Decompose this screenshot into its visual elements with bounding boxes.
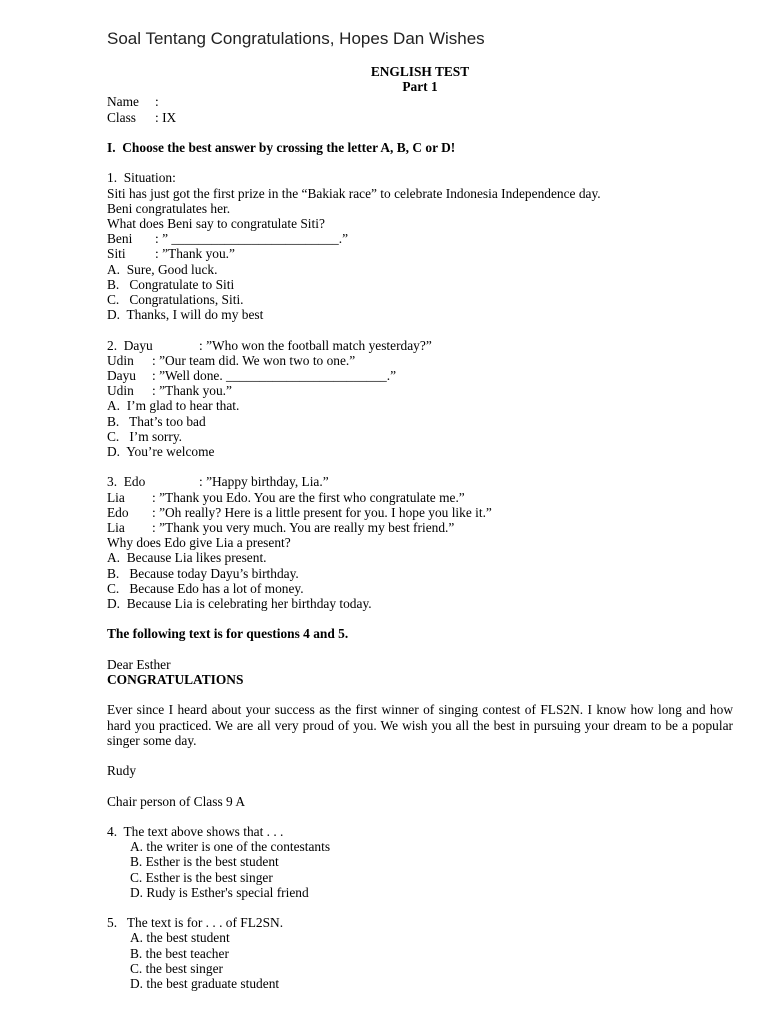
answer-option-d[interactable]: D. the best graduate student — [130, 976, 280, 992]
question-5 — [107, 915, 733, 991]
speaker: 2. Dayu — [107, 337, 153, 353]
q1-line: 1. Situation: — [107, 170, 176, 186]
speaker: Udin — [107, 352, 134, 368]
test-page — [107, 64, 733, 991]
name-label: Name — [107, 94, 139, 110]
letter-signature: Rudy — [107, 763, 137, 779]
letter-heading: CONGRATULATIONS — [107, 672, 244, 688]
test-part: Part 1 — [402, 79, 438, 95]
q4-question: 4. The text above shows that . . . — [107, 824, 284, 839]
utterance: : ”Who won the football match yesterday?” — [199, 337, 432, 353]
question-2 — [107, 338, 733, 460]
q3-question: Why does Edo give Lia a present? — [107, 535, 291, 551]
dialog-line — [107, 338, 733, 353]
question-1 — [107, 170, 733, 322]
letter-role: Chair person of Class 9 A — [107, 793, 245, 809]
dialog-line — [107, 353, 733, 368]
dialog-line — [107, 490, 733, 505]
answer-option-b[interactable]: B. Esther is the best student — [130, 854, 279, 870]
answer-option-d[interactable]: D. You’re welcome — [107, 444, 215, 460]
utterance: : ”Thank you.” — [155, 246, 235, 262]
test-title: ENGLISH TEST — [370, 64, 470, 79]
utterance: : ”Our team did. We won two to one.” — [152, 352, 356, 368]
answer-option-d[interactable]: D. Because Lia is celebrating her birthday today. — [107, 596, 372, 612]
class-value: : IX — [155, 109, 177, 125]
question-3 — [107, 474, 733, 611]
dialog-line — [107, 231, 733, 246]
answer-option-d[interactable]: D. Thanks, I will do my best — [107, 307, 264, 323]
dialog-line — [107, 474, 733, 489]
letter-greeting: Dear Esther — [107, 656, 171, 672]
answer-option-c[interactable]: C. the best singer — [130, 960, 223, 976]
speaker: Beni — [107, 231, 133, 247]
answer-option-c[interactable]: C. I’m sorry. — [107, 428, 183, 444]
dialog-line — [107, 368, 733, 383]
dialog-line — [107, 520, 733, 535]
name-row — [107, 94, 733, 109]
utterance: : ”Oh really? Here is a little present for you. I hope you like it.” — [152, 504, 492, 520]
dialog-line — [107, 383, 733, 398]
answer-option-a[interactable]: A. the best student — [130, 930, 230, 946]
utterance: : ”Thank you very much. You are really my best friend.” — [152, 520, 455, 536]
q1-line: Siti has just got the first prize in the “Bakiak race” to celebrate Indonesia Independence day. — [107, 185, 601, 201]
utterance: : ”Thank you Edo. You are the first who congratulate me.” — [152, 489, 465, 505]
speaker: Udin — [107, 383, 134, 399]
answer-option-c[interactable]: C. Because Edo has a lot of money. — [107, 580, 304, 596]
q5-question: 5. The text is for . . . of FL2SN. — [107, 915, 284, 931]
congratulation-letter — [107, 657, 733, 809]
dialog-line — [107, 246, 733, 261]
utterance: : ”Happy birthday, Lia.” — [199, 474, 329, 490]
answer-option-c[interactable]: C. Congratulations, Siti. — [107, 292, 244, 308]
text-intro: The following text is for questions 4 and 5. — [107, 626, 349, 642]
answer-option-b[interactable]: B. Because today Dayu’s birthday. — [107, 565, 299, 581]
answer-option-a[interactable]: A. I’m glad to hear that. — [107, 398, 240, 414]
speaker: Siti — [107, 246, 126, 262]
class-row — [107, 110, 733, 125]
utterance: : ” _________________________.” — [155, 231, 349, 247]
dialog-line — [107, 505, 733, 520]
answer-option-b[interactable]: B. That’s too bad — [107, 413, 206, 429]
answer-option-c[interactable]: C. Esther is the best singer — [130, 869, 273, 885]
answer-option-b[interactable]: B. Congratulate to Siti — [107, 276, 235, 292]
answer-option-b[interactable]: B. the best teacher — [130, 945, 229, 961]
letter-body: Ever since I heard about your success as the first winner of singing contest of FLS2N. I know how long and how hard you practiced. We are all very proud of you. We wish you all the best in pursuing your dream to be a popular singer some day. — [107, 702, 733, 748]
utterance: : ”Thank you.” — [152, 383, 232, 399]
speaker: 3. Edo — [107, 474, 146, 490]
question-4 — [107, 824, 733, 900]
q1-line: Beni congratulates her. — [107, 200, 231, 216]
answer-option-a[interactable]: A. Sure, Good luck. — [107, 261, 218, 277]
name-separator: : — [155, 94, 159, 110]
utterance: : ”Well done. ________________________.” — [152, 368, 397, 384]
speaker: Lia — [107, 520, 125, 536]
q1-line: What does Beni say to congratulate Siti? — [107, 216, 325, 231]
class-label: Class — [107, 109, 137, 125]
speaker: Dayu — [107, 368, 137, 384]
answer-option-a[interactable]: A. the writer is one of the contestants — [130, 839, 331, 855]
answer-option-a[interactable]: A. Because Lia likes present. — [107, 550, 267, 566]
instruction: I. Choose the best answer by crossing the letter A, B, C or D! — [107, 140, 456, 155]
speaker: Lia — [107, 489, 125, 505]
speaker: Edo — [107, 504, 129, 520]
document-title: Soal Tentang Congratulations, Hopes Dan Wishes — [107, 29, 485, 48]
answer-option-d[interactable]: D. Rudy is Esther's special friend — [130, 884, 309, 900]
